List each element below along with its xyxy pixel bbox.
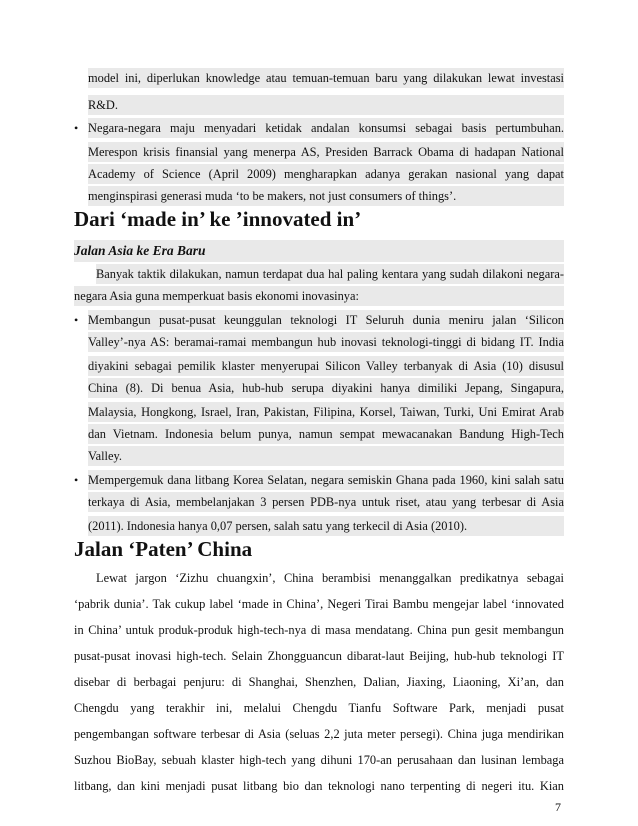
- text-line: (2011). Indonesia hanya 0,07 persen, salah satu yang terkecil di Asia (2010).: [88, 516, 564, 536]
- bullet-icon: •: [74, 473, 79, 487]
- text-line: pengembangan software terbesar di Asia (seluas 2,2 juta meter persegi). China juga mendirikan: [74, 727, 564, 741]
- text-line: Suzhou BioBay, sebuah klaster high-tech yang dihuni 170-an perusahaan dan lusinan lembaga: [74, 753, 564, 767]
- text-line: Banyak taktik dilakukan, namun terdapat dua hal paling kentara yang sudah dilakoni negara-: [96, 264, 564, 284]
- text-line: pusat-pusat inovasi high-tech. Selain Zhongguancun dibarat-laut Beijing, hub-hub teknologi IT: [74, 649, 564, 663]
- text-line: dan Vietnam. Indonesia belum punya, namun sempat mewacanakan Bandung High-Tech: [88, 424, 564, 444]
- text-line: Chengdu yang terakhir ini, melalui Chengdu Tianfu Software Park, menjadi pusat: [74, 701, 564, 715]
- text-line: Lewat jargon ‘Zizhu chuangxin’, China berambisi menanggalkan predikatnya sebagai: [96, 571, 564, 585]
- text-line: disebar di berbagai penjuru: di Shanghai, Shenzhen, Dalian, Jiaxing, Liaoning, Xi’an, dan: [74, 675, 564, 689]
- text-line: Academy of Science (April 2009) mengharapkan adanya gerakan nasional yang dapat: [88, 164, 564, 184]
- section-heading: Dari ‘made in’ ke ’innovated in’: [74, 207, 362, 231]
- text-line: in China’ untuk produk-produk high-tech-nya di masa mendatang. China pun gesit membangun: [74, 623, 564, 637]
- bullet-icon: •: [74, 121, 79, 135]
- subheading: Jalan Asia ke Era Baru: [74, 240, 564, 262]
- section-heading: Jalan ‘Paten’ China: [74, 537, 253, 561]
- bullet-icon: •: [74, 313, 79, 327]
- text-line: negara Asia guna memperkuat basis ekonomi inovasinya:: [74, 286, 564, 306]
- text-line: terkaya di Asia, membelanjakan 3 persen PDB-nya untuk riset, atau yang terbesar di Asia: [88, 492, 564, 512]
- text-line: Valley.: [88, 446, 564, 466]
- text-line: Negara-negara maju menyadari ketidak andalan konsumsi sebagai basis pertumbuhan.: [88, 118, 564, 138]
- text-line: China (8). Di benua Asia, hub-hub serupa diyakini hanya dimiliki Jepang, Singapura,: [88, 378, 564, 398]
- text-line: Mempergemuk dana litbang Korea Selatan, negara semiskin Ghana pada 1960, kini salah satu: [88, 470, 564, 490]
- text-line: Membangun pusat-pusat keunggulan teknologi IT Seluruh dunia meniru jalan ‘Silicon: [88, 310, 564, 330]
- text-line: Merespon krisis finansial yang menerpa AS, Presiden Barrack Obama di hadapan National: [88, 142, 564, 162]
- text-line: diyakini sebagai pemilik klaster menyerupai Silicon Valley terbanyak di Asia (10) disusul: [88, 356, 564, 376]
- text-line: Malaysia, Hongkong, Israel, Iran, Pakistan, Filipina, Korsel, Taiwan, Turki, Uni Emirat Arab: [88, 402, 564, 422]
- text-line: model ini, diperlukan knowledge atau temuan-temuan baru yang dilakukan lewat investasi: [88, 68, 564, 88]
- text-line: R&D.: [88, 95, 564, 115]
- page-number: 7: [555, 800, 561, 814]
- text-line: Valley’-nya AS: beramai-ramai membangun hub inovasi teknologi-tinggi di bidang IT. India: [88, 332, 564, 352]
- text-line: ‘pabrik dunia’. Tak cukup label ‘made in China’, Negeri Tirai Bambu mengejar label ‘innovated: [74, 597, 564, 611]
- text-line: litbang, dan kini menjadi pusat litbang bio dan teknologi nano terpenting di negeri itu. Kian: [74, 779, 564, 793]
- text-line: menginspirasi generasi muda ‘to be makers, not just consumers of things’.: [88, 186, 564, 206]
